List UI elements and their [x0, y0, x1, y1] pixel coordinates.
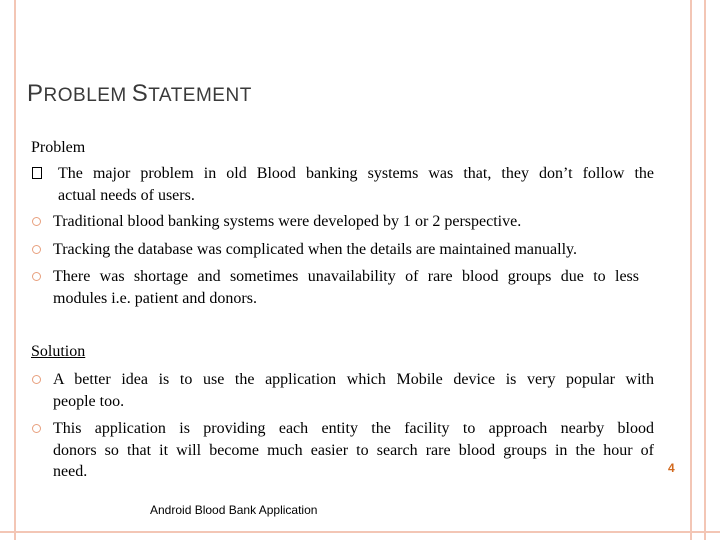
footer-text: Android Blood Bank Application [150, 503, 318, 517]
border-line-left [14, 0, 16, 540]
bullet-icon [32, 272, 41, 281]
problem-item-2: Traditional blood banking systems were developed by 1 or 2 perspective. [53, 213, 522, 230]
slide-title: PROBLEM STATEMENT [27, 80, 252, 107]
problem-item-4-line-2: modules i.e. patient and donors. [53, 290, 257, 307]
page-number: 4 [668, 461, 675, 475]
border-line-right-outer [690, 0, 692, 540]
problem-heading: Problem [31, 139, 86, 156]
problem-item-3: Tracking the database was complicated when the details are maintained manually. [53, 241, 577, 258]
bullet-icon [32, 424, 41, 433]
checkbox-glyph-icon [32, 167, 42, 179]
bullet-icon [32, 217, 41, 226]
bullet-icon [32, 375, 41, 384]
problem-item-4-line-1: There was shortage and sometimes unavailability of rare blood groups due to less [53, 268, 639, 285]
problem-item-1-line-1: The major problem in old Blood banking systems was that, they don’t follow the [58, 165, 654, 182]
solution-item-1-line-2: people too. [53, 393, 125, 410]
solution-item-2-line-2: donors so that it will become much easier to search rare blood groups in the hour of [53, 442, 654, 459]
bullet-icon [32, 245, 41, 254]
border-line-bottom [0, 531, 720, 533]
problem-item-1-line-2: actual needs of users. [58, 187, 195, 204]
solution-item-2-line-3: need. [53, 463, 88, 480]
solution-item-1-line-1: A better idea is to use the application which Mobile device is very popular with [53, 371, 654, 388]
border-line-right-inner [704, 0, 706, 540]
solution-item-2-line-1: This application is providing each entity the facility to approach nearby blood [53, 420, 654, 437]
solution-heading: Solution [31, 343, 86, 360]
